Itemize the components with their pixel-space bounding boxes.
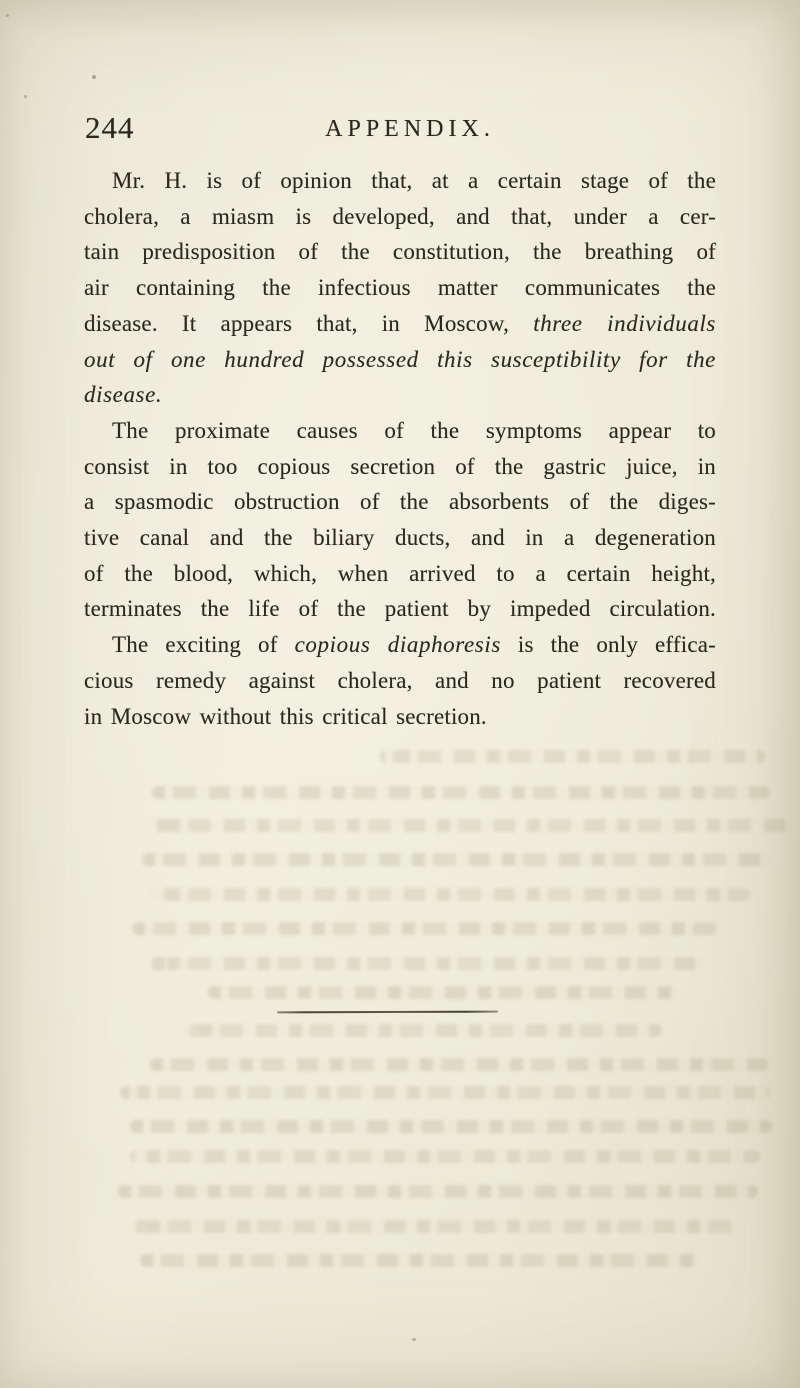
bleedthrough-line xyxy=(380,750,765,763)
separator-rule xyxy=(277,1011,498,1014)
page-number: 244 xyxy=(85,110,135,145)
bleedthrough-line xyxy=(182,1024,662,1037)
text-segment: in Moscow without this critical secretion. xyxy=(84,703,487,729)
paper-speck xyxy=(6,14,9,17)
bleedthrough-line xyxy=(150,888,750,901)
bleedthrough-line xyxy=(130,1150,760,1163)
text-segment: three individuals xyxy=(533,310,716,336)
bleedthrough-line xyxy=(142,853,770,866)
bleedthrough-line xyxy=(150,1058,768,1071)
text-line xyxy=(84,413,716,449)
bleedthrough-line xyxy=(152,786,770,799)
text-segment: consist in too copious secretion of the gastric juice, in xyxy=(84,453,716,479)
paper-speck xyxy=(412,1338,416,1341)
text-line xyxy=(84,484,716,520)
bleedthrough-line xyxy=(120,1086,770,1099)
bleedthrough-line xyxy=(150,957,705,970)
text-line xyxy=(84,556,716,592)
bleedthrough-line xyxy=(208,986,678,999)
text-line xyxy=(84,699,716,735)
text-line xyxy=(84,591,716,627)
text-segment: cious remedy against cholera, and no patient recovered xyxy=(84,667,716,693)
text-segment: cholera, a miasm is developed, and that, under a cer- xyxy=(84,203,716,229)
text-segment: copious diaphoresis xyxy=(294,632,501,658)
text-line xyxy=(84,449,716,485)
page-header xyxy=(84,103,716,143)
text-segment: disease. It appears that, in Moscow, xyxy=(84,310,534,336)
text-segment: The proximate causes of the symptoms appear to xyxy=(112,417,716,443)
bleedthrough-line xyxy=(150,819,790,832)
text-segment: terminates the life of the patient by impeded circulation. xyxy=(84,596,716,622)
text-segment: The exciting of xyxy=(112,632,295,658)
text-line xyxy=(84,234,716,270)
bleedthrough-line xyxy=(118,1185,758,1198)
text-line xyxy=(84,520,716,556)
paper-speck xyxy=(92,75,96,79)
text-line xyxy=(84,663,716,699)
body-text xyxy=(84,163,716,734)
bleedthrough-line xyxy=(140,1254,700,1267)
text-line xyxy=(84,199,716,235)
text-line xyxy=(84,270,716,306)
text-segment: out of one hundred possessed this susceptibility for the xyxy=(84,346,716,372)
text-segment: air containing the infectious matter communicates the xyxy=(84,275,716,301)
text-line xyxy=(84,163,716,199)
text-line xyxy=(84,342,716,378)
bleedthrough-line xyxy=(130,1120,772,1133)
text-segment: tain predisposition of the constitution, the breathing of xyxy=(84,239,716,265)
text-segment: of the blood, which, when arrived to a certain height, xyxy=(84,560,716,586)
text-segment: Mr. H. is of opinion that, at a certain stage of the xyxy=(112,168,716,193)
text-line xyxy=(84,627,716,663)
text-segment: tive canal and the biliary ducts, and in a degeneration xyxy=(84,525,716,551)
text-segment: disease. xyxy=(84,382,163,408)
text-segment: is the only effica- xyxy=(500,632,716,658)
paper-speck xyxy=(24,95,27,98)
running-head: APPENDIX. xyxy=(325,116,495,142)
text-line xyxy=(84,377,716,413)
bleedthrough-line xyxy=(132,922,717,935)
text-segment: a spasmodic obstruction of the absorbents of the diges- xyxy=(84,489,716,515)
bleedthrough-line xyxy=(130,1220,738,1233)
text-line xyxy=(84,306,716,342)
